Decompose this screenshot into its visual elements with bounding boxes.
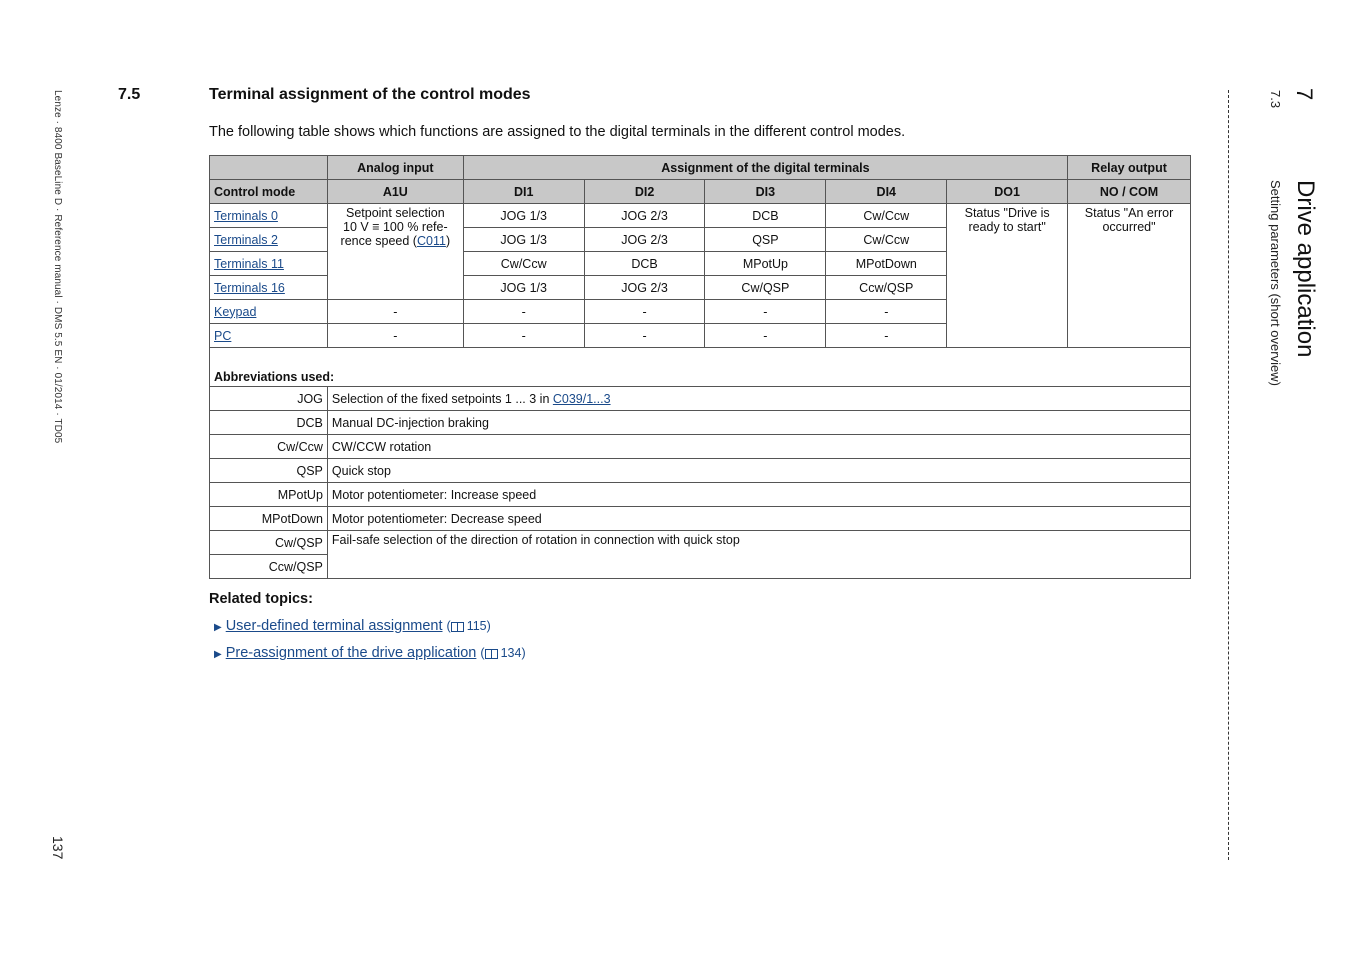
do1-status-cell: Status "Drive is ready to start" <box>947 204 1068 348</box>
abbreviation-row <box>210 507 1191 531</box>
cell-di2: JOG 2/3 <box>584 204 705 228</box>
page-reference[interactable]: ( 134) <box>480 646 526 660</box>
cell-di3: MPotUp <box>705 252 826 276</box>
cell-di3: Cw/QSP <box>705 276 826 300</box>
cell-di4: - <box>826 300 947 324</box>
a1u-setpoint-cell <box>327 204 463 300</box>
abbr-desc: Fail-safe selection of the direction of rotation in connection with quick stop <box>327 531 1190 579</box>
abbreviation-row <box>210 411 1191 435</box>
abbr-key: Ccw/QSP <box>210 555 328 579</box>
page-reference[interactable]: ( 115) <box>446 619 491 633</box>
pc-link[interactable]: PC <box>214 328 232 343</box>
cell-di1: JOG 1/3 <box>463 228 584 252</box>
abbreviations-title: Abbreviations used: <box>210 348 1191 387</box>
header-no-com: NO / COM <box>1068 180 1191 204</box>
header-di3: DI3 <box>705 180 826 204</box>
cell-di4: Ccw/QSP <box>826 276 947 300</box>
abbr-desc: CW/CCW rotation <box>327 435 1190 459</box>
cell-di3: - <box>705 300 826 324</box>
abbr-desc-text: Selection of the fixed setpoints 1 ... 3 in <box>331 391 553 406</box>
terminals-0-link[interactable]: Terminals 0 <box>214 208 278 223</box>
header-control-mode: Control mode <box>210 180 328 204</box>
abbr-key: Cw/Ccw <box>210 435 328 459</box>
cell-di4: Cw/Ccw <box>826 204 947 228</box>
related-topic-item <box>214 618 491 634</box>
subchapter-title: Setting parameters (short overview) <box>1268 180 1283 386</box>
abbr-desc <box>327 387 1190 411</box>
terminal-assignment-table <box>209 155 1191 579</box>
c011-link[interactable]: C011 <box>416 234 446 248</box>
header-blank <box>210 156 328 180</box>
a1u-text: Setpoint selection <box>345 206 445 220</box>
header-di2: DI2 <box>584 180 705 204</box>
abbr-key: Cw/QSP <box>210 531 328 555</box>
related-topic-item <box>214 645 526 661</box>
page-ref-number: 115 <box>466 619 487 633</box>
user-defined-terminal-link[interactable]: User-defined terminal assignment <box>225 618 443 634</box>
terminals-16-link[interactable]: Terminals 16 <box>214 280 285 295</box>
abbr-desc: Motor potentiometer: Increase speed <box>327 483 1190 507</box>
abbreviation-row <box>210 531 1191 555</box>
abbr-desc: Manual DC-injection braking <box>327 411 1190 435</box>
header-relay-output: Relay output <box>1068 156 1191 180</box>
page-number: 137 <box>50 836 66 860</box>
abbreviation-row <box>210 387 1191 411</box>
cell-di3: QSP <box>705 228 826 252</box>
cell-a1u: - <box>327 300 463 324</box>
header-a1u: A1U <box>327 180 463 204</box>
abbr-key: JOG <box>210 387 328 411</box>
cell-di1: Cw/Ccw <box>463 252 584 276</box>
a1u-text: 10 V ≡ 100 % refe- <box>343 220 448 234</box>
abbr-key: MPotDown <box>210 507 328 531</box>
abbr-key: QSP <box>210 459 328 483</box>
chapter-number: 7 <box>1292 88 1317 101</box>
keypad-link[interactable]: Keypad <box>214 304 257 319</box>
header-analog-input: Analog input <box>327 156 463 180</box>
a1u-text: ) <box>445 234 451 248</box>
section-number: 7.5 <box>118 86 141 103</box>
document-meta: Lenze · 8400 BaseLine D · Reference manual · DMS 5.5 EN · 01/2014 · TD05 <box>52 90 63 444</box>
table-subheader-row <box>210 180 1191 204</box>
table-row <box>210 204 1191 228</box>
terminals-2-link[interactable]: Terminals 2 <box>214 232 278 247</box>
chapter-title: Drive application <box>1292 180 1319 358</box>
abbreviations-title-row <box>210 348 1191 387</box>
book-icon <box>485 649 498 659</box>
cell-di3: - <box>705 324 826 348</box>
abbreviation-row <box>210 483 1191 507</box>
abbr-desc: Motor potentiometer: Decrease speed <box>327 507 1190 531</box>
cell-di1: JOG 1/3 <box>463 276 584 300</box>
intro-text: The following table shows which functions are assigned to the digital terminals in the different control modes. <box>209 124 906 140</box>
page-ref-number: 134 <box>500 646 522 660</box>
cell-a1u: - <box>327 324 463 348</box>
triangle-right-icon: ▶ <box>214 622 222 633</box>
cell-di2: - <box>584 324 705 348</box>
header-di1: DI1 <box>463 180 584 204</box>
abbr-desc: Quick stop <box>327 459 1190 483</box>
cell-di1: JOG 1/3 <box>463 204 584 228</box>
header-do1: DO1 <box>947 180 1068 204</box>
cell-di2: DCB <box>584 252 705 276</box>
abbreviation-row <box>210 459 1191 483</box>
cell-di3: DCB <box>705 204 826 228</box>
cell-di2: JOG 2/3 <box>584 276 705 300</box>
abbr-key: MPotUp <box>210 483 328 507</box>
terminals-11-link[interactable]: Terminals 11 <box>214 256 284 271</box>
c039-link[interactable]: C039/1...3 <box>552 391 611 406</box>
margin-dashed-line <box>1228 90 1229 860</box>
abbr-key: DCB <box>210 411 328 435</box>
cell-di2: - <box>584 300 705 324</box>
triangle-right-icon: ▶ <box>214 649 222 660</box>
abbreviation-row <box>210 435 1191 459</box>
header-digital-terminals: Assignment of the digital terminals <box>463 156 1067 180</box>
cell-di4: - <box>826 324 947 348</box>
cell-di1: - <box>463 324 584 348</box>
related-topics-title: Related topics: <box>209 591 313 607</box>
subchapter-number: 7.3 <box>1268 90 1283 109</box>
section-title: Terminal assignment of the control modes <box>209 86 531 103</box>
a1u-text: rence speed ( <box>340 234 417 248</box>
cell-di1: - <box>463 300 584 324</box>
cell-di4: MPotDown <box>826 252 947 276</box>
book-icon <box>451 622 464 632</box>
relay-status-cell: Status "An error occurred" <box>1068 204 1191 348</box>
header-di4: DI4 <box>826 180 947 204</box>
pre-assignment-link[interactable]: Pre-assignment of the drive application <box>225 645 477 661</box>
cell-di4: Cw/Ccw <box>826 228 947 252</box>
table-header-row <box>210 156 1191 180</box>
cell-di2: JOG 2/3 <box>584 228 705 252</box>
